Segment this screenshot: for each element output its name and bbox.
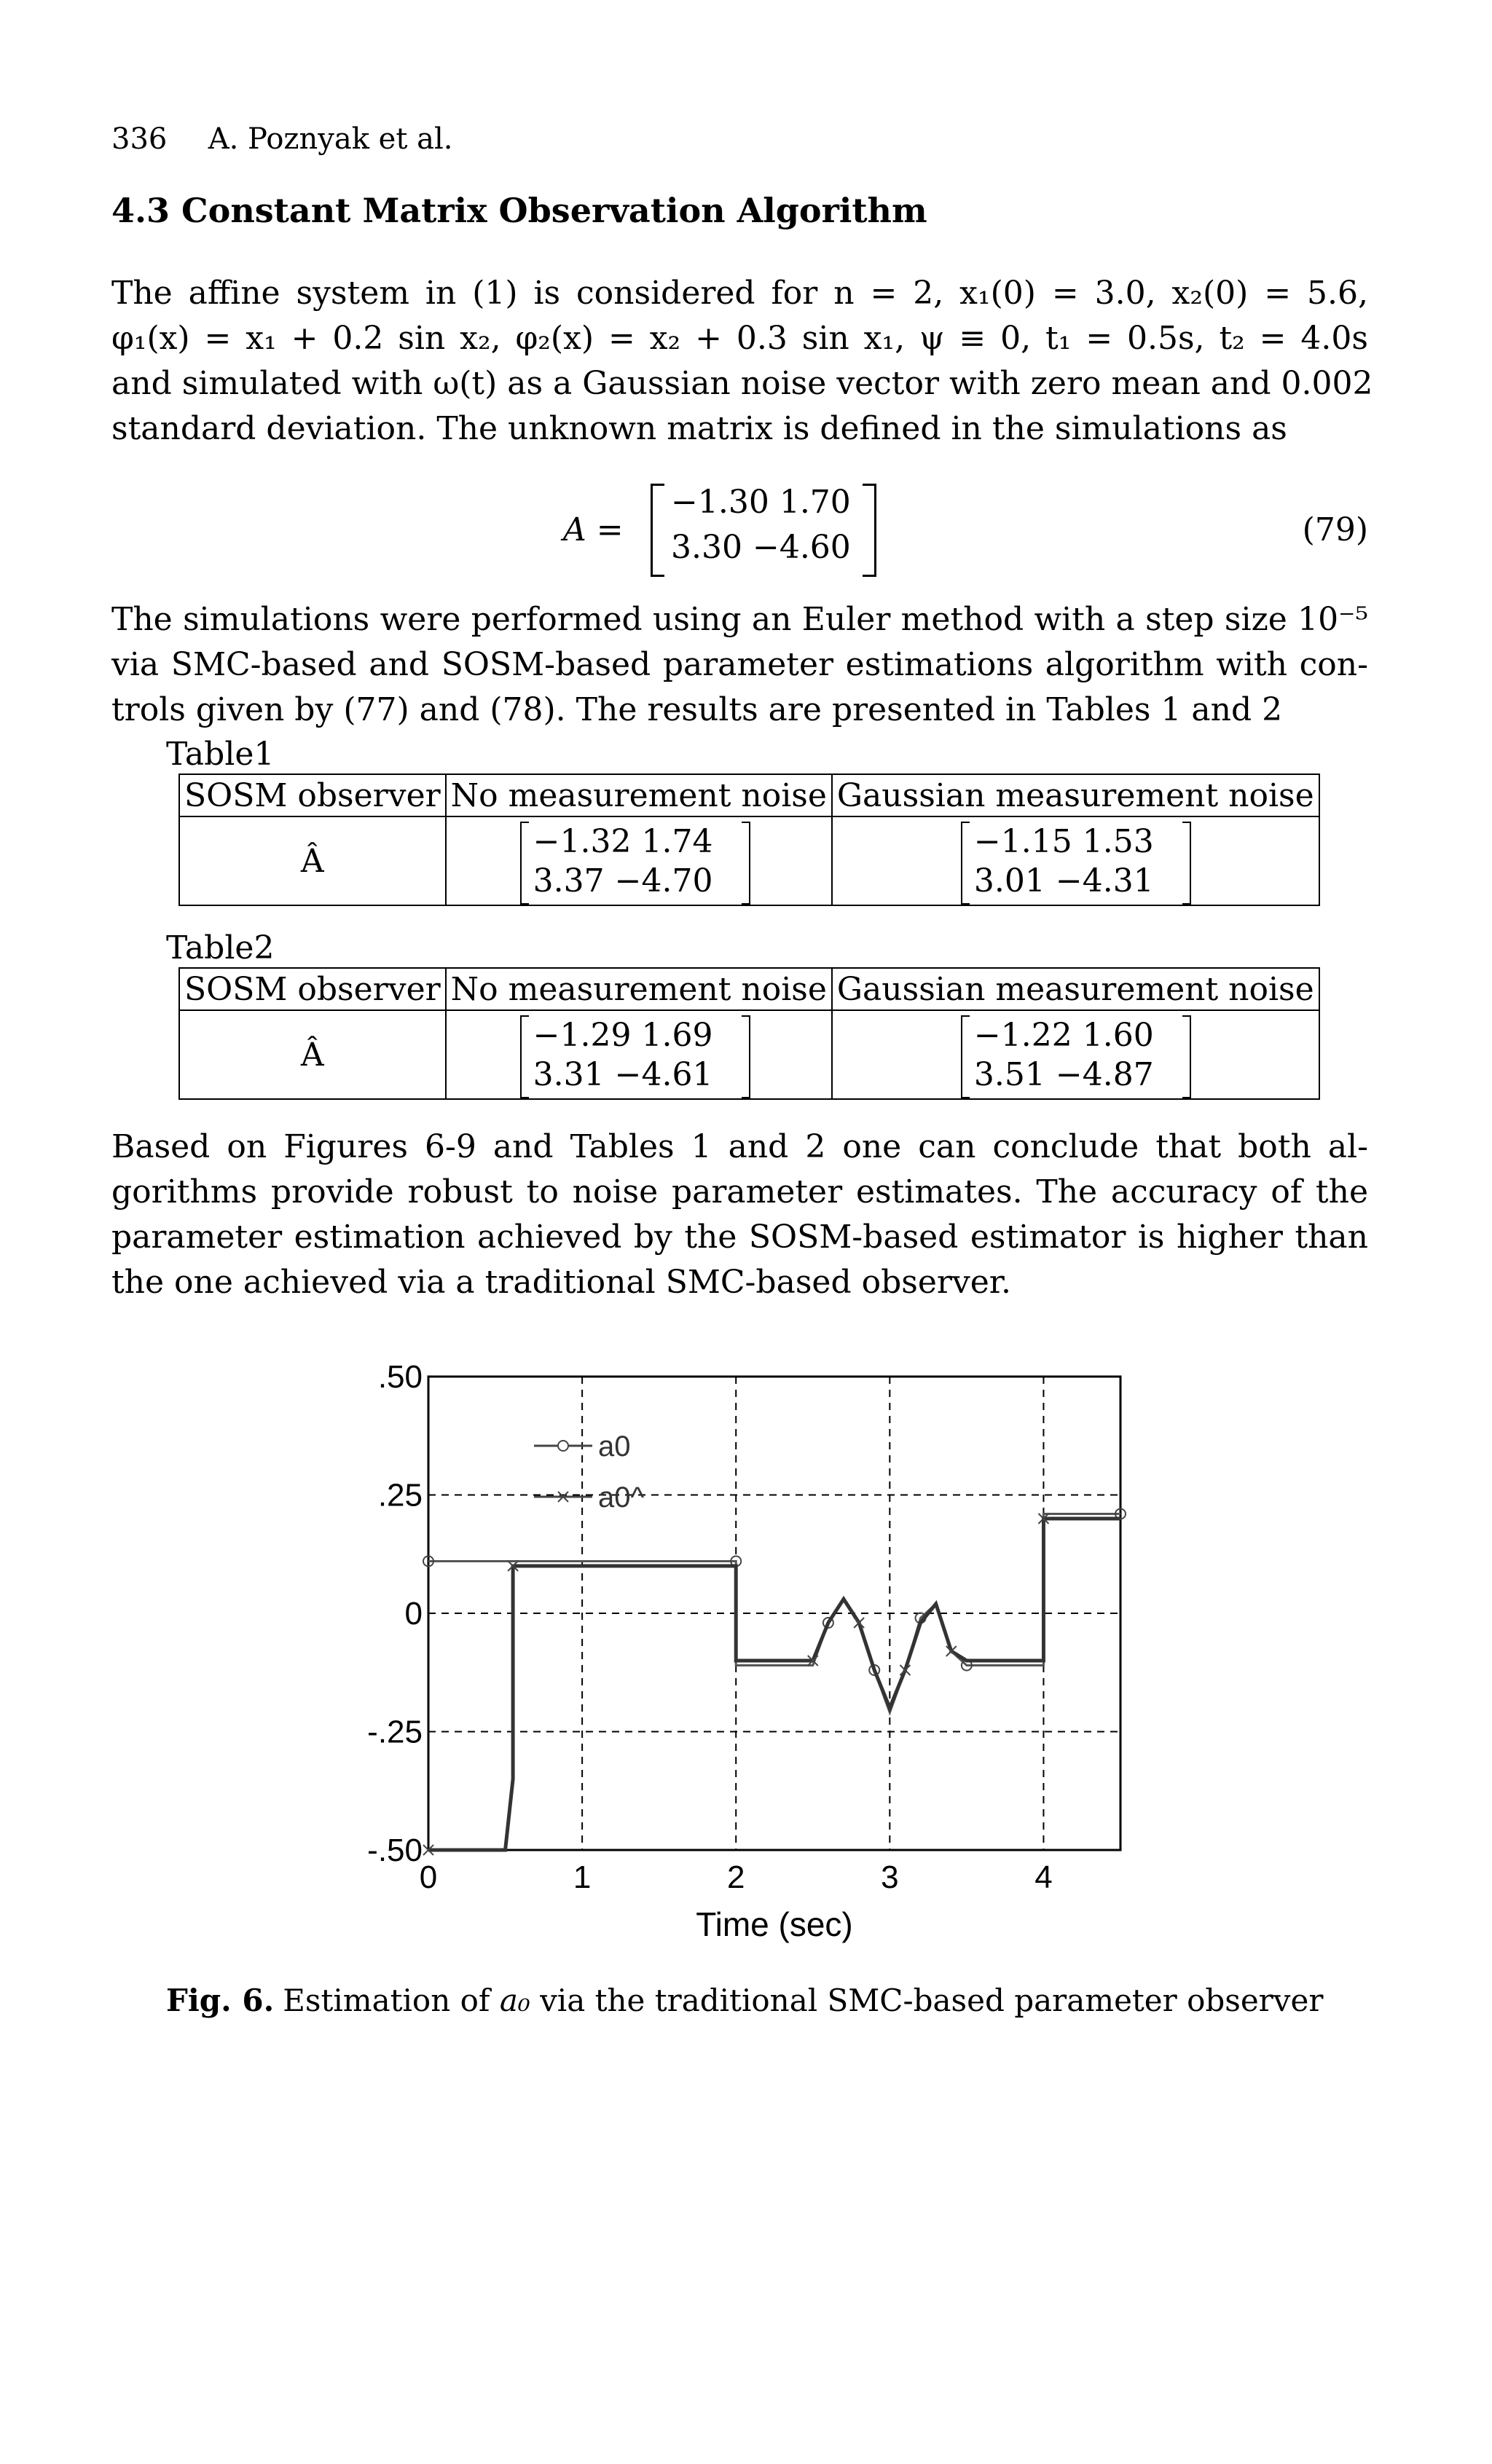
matrix-row-2: 3.51 −4.87 xyxy=(973,1056,1154,1093)
matrix-row-1: −1.29 1.69 xyxy=(533,1017,713,1054)
chart-svg xyxy=(111,1355,1368,1967)
left-bracket xyxy=(520,1015,529,1098)
text-line: gorithms provide robust to noise parameter estimates. The accuracy of the xyxy=(111,1173,1368,1211)
running-head xyxy=(111,122,452,156)
x-tick-label: 1 xyxy=(573,1859,592,1895)
table-1 xyxy=(178,774,1320,906)
equation-lhs: A = xyxy=(563,511,624,548)
table-header-cell: No measurement noise xyxy=(446,968,832,1010)
page-number: 336 xyxy=(111,122,168,156)
matrix-cell xyxy=(837,1011,1314,1098)
right-bracket xyxy=(863,484,876,577)
text-line: Based on Figures 6-9 and Tables 1 and 2 one can conclude that both al- xyxy=(111,1128,1368,1165)
matrix-row-2: 3.01 −4.31 xyxy=(973,862,1154,900)
figure-6-chart xyxy=(111,1355,1368,1967)
text-line: standard deviation. The unknown matrix is defined in the simulations as xyxy=(111,410,1287,447)
series-line-a0-hat xyxy=(428,1519,1120,1850)
figure-caption xyxy=(166,1983,1323,2018)
legend-label: a0^ xyxy=(598,1481,645,1514)
row-label-ahat: Â xyxy=(179,816,446,905)
legend-label: a0 xyxy=(598,1430,631,1463)
y-tick-label: -.50 xyxy=(367,1833,423,1868)
caption-text: Estimation of xyxy=(283,1983,490,2018)
text-line: φ₁(x) = x₁ + 0.2 sin x₂, φ₂(x) = x₂ + 0.3 sin x₁, ψ ≡ 0, t₁ = 0.5s, t₂ = 4.0s xyxy=(111,320,1368,357)
x-tick-label: 3 xyxy=(881,1859,899,1895)
result-matrix xyxy=(520,822,750,902)
x-tick-label: 0 xyxy=(419,1859,438,1895)
text-line: trols given by (77) and (78). The results are presented in Tables 1 and 2 xyxy=(111,691,1283,728)
table-2 xyxy=(178,967,1320,1100)
matrix-row-1: −1.30 1.70 xyxy=(671,484,851,521)
row-label-ahat: Â xyxy=(179,1010,446,1099)
table-header-cell: Gaussian measurement noise xyxy=(832,774,1319,816)
table-header-cell: SOSM observer xyxy=(179,968,446,1010)
table-1-caption: Table1 xyxy=(166,736,275,773)
result-matrix xyxy=(961,1015,1191,1095)
right-bracket xyxy=(1182,822,1191,905)
table-header-cell: Gaussian measurement noise xyxy=(832,968,1319,1010)
table-2-caption: Table2 xyxy=(166,929,275,967)
matrix-row-1: −1.22 1.60 xyxy=(973,1017,1154,1054)
table-cell-no-noise xyxy=(446,1010,832,1099)
table-header-cell: No measurement noise xyxy=(446,774,832,816)
text-line: The affine system in (1) is considered for n = 2, x₁(0) = 3.0, x₂(0) = 5.6, xyxy=(111,275,1368,312)
left-bracket xyxy=(961,822,970,905)
right-bracket xyxy=(742,822,750,905)
figure-label: Fig. 6. xyxy=(166,1983,275,2018)
text-line: parameter estimation achieved by the SOSM-based estimator is higher than xyxy=(111,1219,1368,1256)
caption-variable: a₀ xyxy=(499,1983,530,2018)
table-row xyxy=(179,1010,1319,1099)
table-header-cell: SOSM observer xyxy=(179,774,446,816)
y-tick-label: 0 xyxy=(404,1596,423,1631)
section-title: 4.3 Constant Matrix Observation Algorithm xyxy=(111,191,927,230)
left-bracket xyxy=(961,1015,970,1098)
table-cell-gaussian xyxy=(832,816,1319,905)
matrix-row-1: −1.15 1.53 xyxy=(973,823,1154,860)
text-line: and simulated with ω(t) as a Gaussian noise vector with zero mean and 0.002 xyxy=(111,365,1373,402)
matrix-row-2: 3.30 −4.60 xyxy=(671,529,851,566)
matrix-cell xyxy=(837,817,1314,905)
text-line: the one achieved via a traditional SMC-based observer. xyxy=(111,1264,1011,1301)
text-line: via SMC-based and SOSM-based parameter estimations algorithm with con- xyxy=(111,646,1368,683)
right-bracket xyxy=(1182,1015,1191,1098)
equation-number: (79) xyxy=(1302,511,1368,548)
table-cell-gaussian xyxy=(832,1010,1319,1099)
paragraph-conclusion xyxy=(111,1125,1368,1305)
left-bracket xyxy=(520,822,529,905)
matrix-a xyxy=(651,481,876,577)
result-matrix xyxy=(961,822,1191,902)
x-tick-label: 4 xyxy=(1034,1859,1053,1895)
paragraph-simulation xyxy=(111,597,1368,733)
caption-text: via the traditional SMC-based parameter observer xyxy=(540,1983,1324,2018)
table-cell-no-noise xyxy=(446,816,832,905)
y-tick-label: -.25 xyxy=(367,1714,423,1750)
x-tick-label: 2 xyxy=(726,1859,745,1895)
text-line: The simulations were performed using an Euler method with a step size 10⁻⁵ xyxy=(111,601,1368,638)
table-header-row xyxy=(179,968,1319,1010)
x-axis-label: Time (sec) xyxy=(696,1905,853,1943)
legend-marker xyxy=(558,1441,568,1451)
result-matrix xyxy=(520,1015,750,1095)
matrix-cell xyxy=(451,817,827,905)
table-header-row xyxy=(179,774,1319,816)
paragraph-intro xyxy=(111,271,1373,452)
matrix-row-2: 3.37 −4.70 xyxy=(533,862,713,900)
matrix-row-1: −1.32 1.74 xyxy=(533,823,713,860)
y-tick-label: .25 xyxy=(377,1477,423,1514)
left-bracket xyxy=(651,484,664,577)
equation-79 xyxy=(111,481,1368,583)
running-head-authors: A. Poznyak et al. xyxy=(208,122,453,156)
y-tick-label: .50 xyxy=(377,1359,423,1395)
right-bracket xyxy=(742,1015,750,1098)
table-row xyxy=(179,816,1319,905)
matrix-cell xyxy=(451,1011,827,1098)
matrix-row-2: 3.31 −4.61 xyxy=(533,1056,713,1093)
